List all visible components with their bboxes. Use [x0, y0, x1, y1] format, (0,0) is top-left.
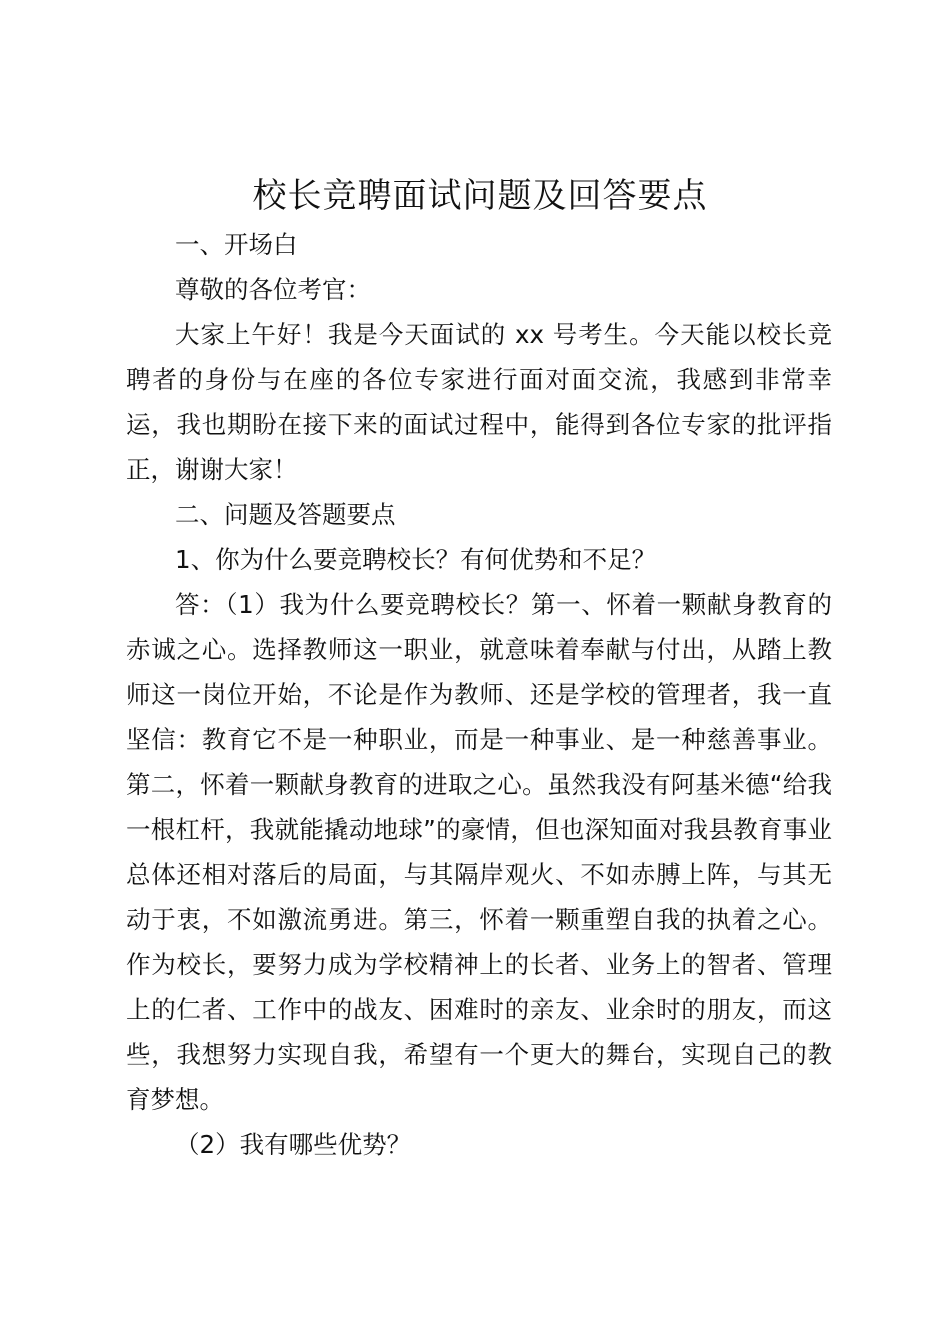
section-heading-opening: 一、开场白 — [175, 230, 298, 259]
question-1: 1、你为什么要竞聘校长？有何优势和不足？ — [175, 545, 657, 574]
answer-1-part-2-heading: （2）我有哪些优势？ — [175, 1130, 412, 1159]
document-title: 校长竞聘面试问题及回答要点 — [252, 176, 708, 216]
salutation: 尊敬的各位考官： — [175, 275, 371, 304]
opening-paragraph: 大家上午好！我是今天面试的 xx 号考生。今天能以校长竞聘者的身份与在座的各位专家进行面对面交流，我感到非常幸运，我也期盼在接下来的面试过程中，能得到各位专家的批评指正，谢谢大家！ — [126, 320, 832, 484]
section-heading-questions: 二、问题及答题要点 — [175, 500, 396, 529]
document-body — [126, 222, 832, 1167]
answer-1-part-1: 答：（1）我为什么要竞聘校长？第一、怀着一颗献身教育的赤诚之心。选择教师这一职业，就意味着奉献与付出，从踏上教师这一岗位开始，不论是作为教师、还是学校的管理者，我一直坚信：教育它不是一种职业，而是一种事业、是一种慈善事业。第二，怀着一颗献身教育的进取之心。虽然我没有阿基米德“给我一根杠杆，我就能撬动地球”的豪情，但也深知面对我县教育事业总体还相对落后的局面，与其隔岸观火、不如赤膊上阵，与其无动于衷，不如激流勇进。第三，怀着一颗重塑自我的执着之心。作为校长，要努力成为学校精神上的长者、业务上的智者、管理上的仁者、工作中的战友、困难时的亲友、业余时的朋友，而这些，我想努力实现自我，希望有一个更大的舞台，实现自己的教育梦想。 — [126, 590, 832, 1114]
